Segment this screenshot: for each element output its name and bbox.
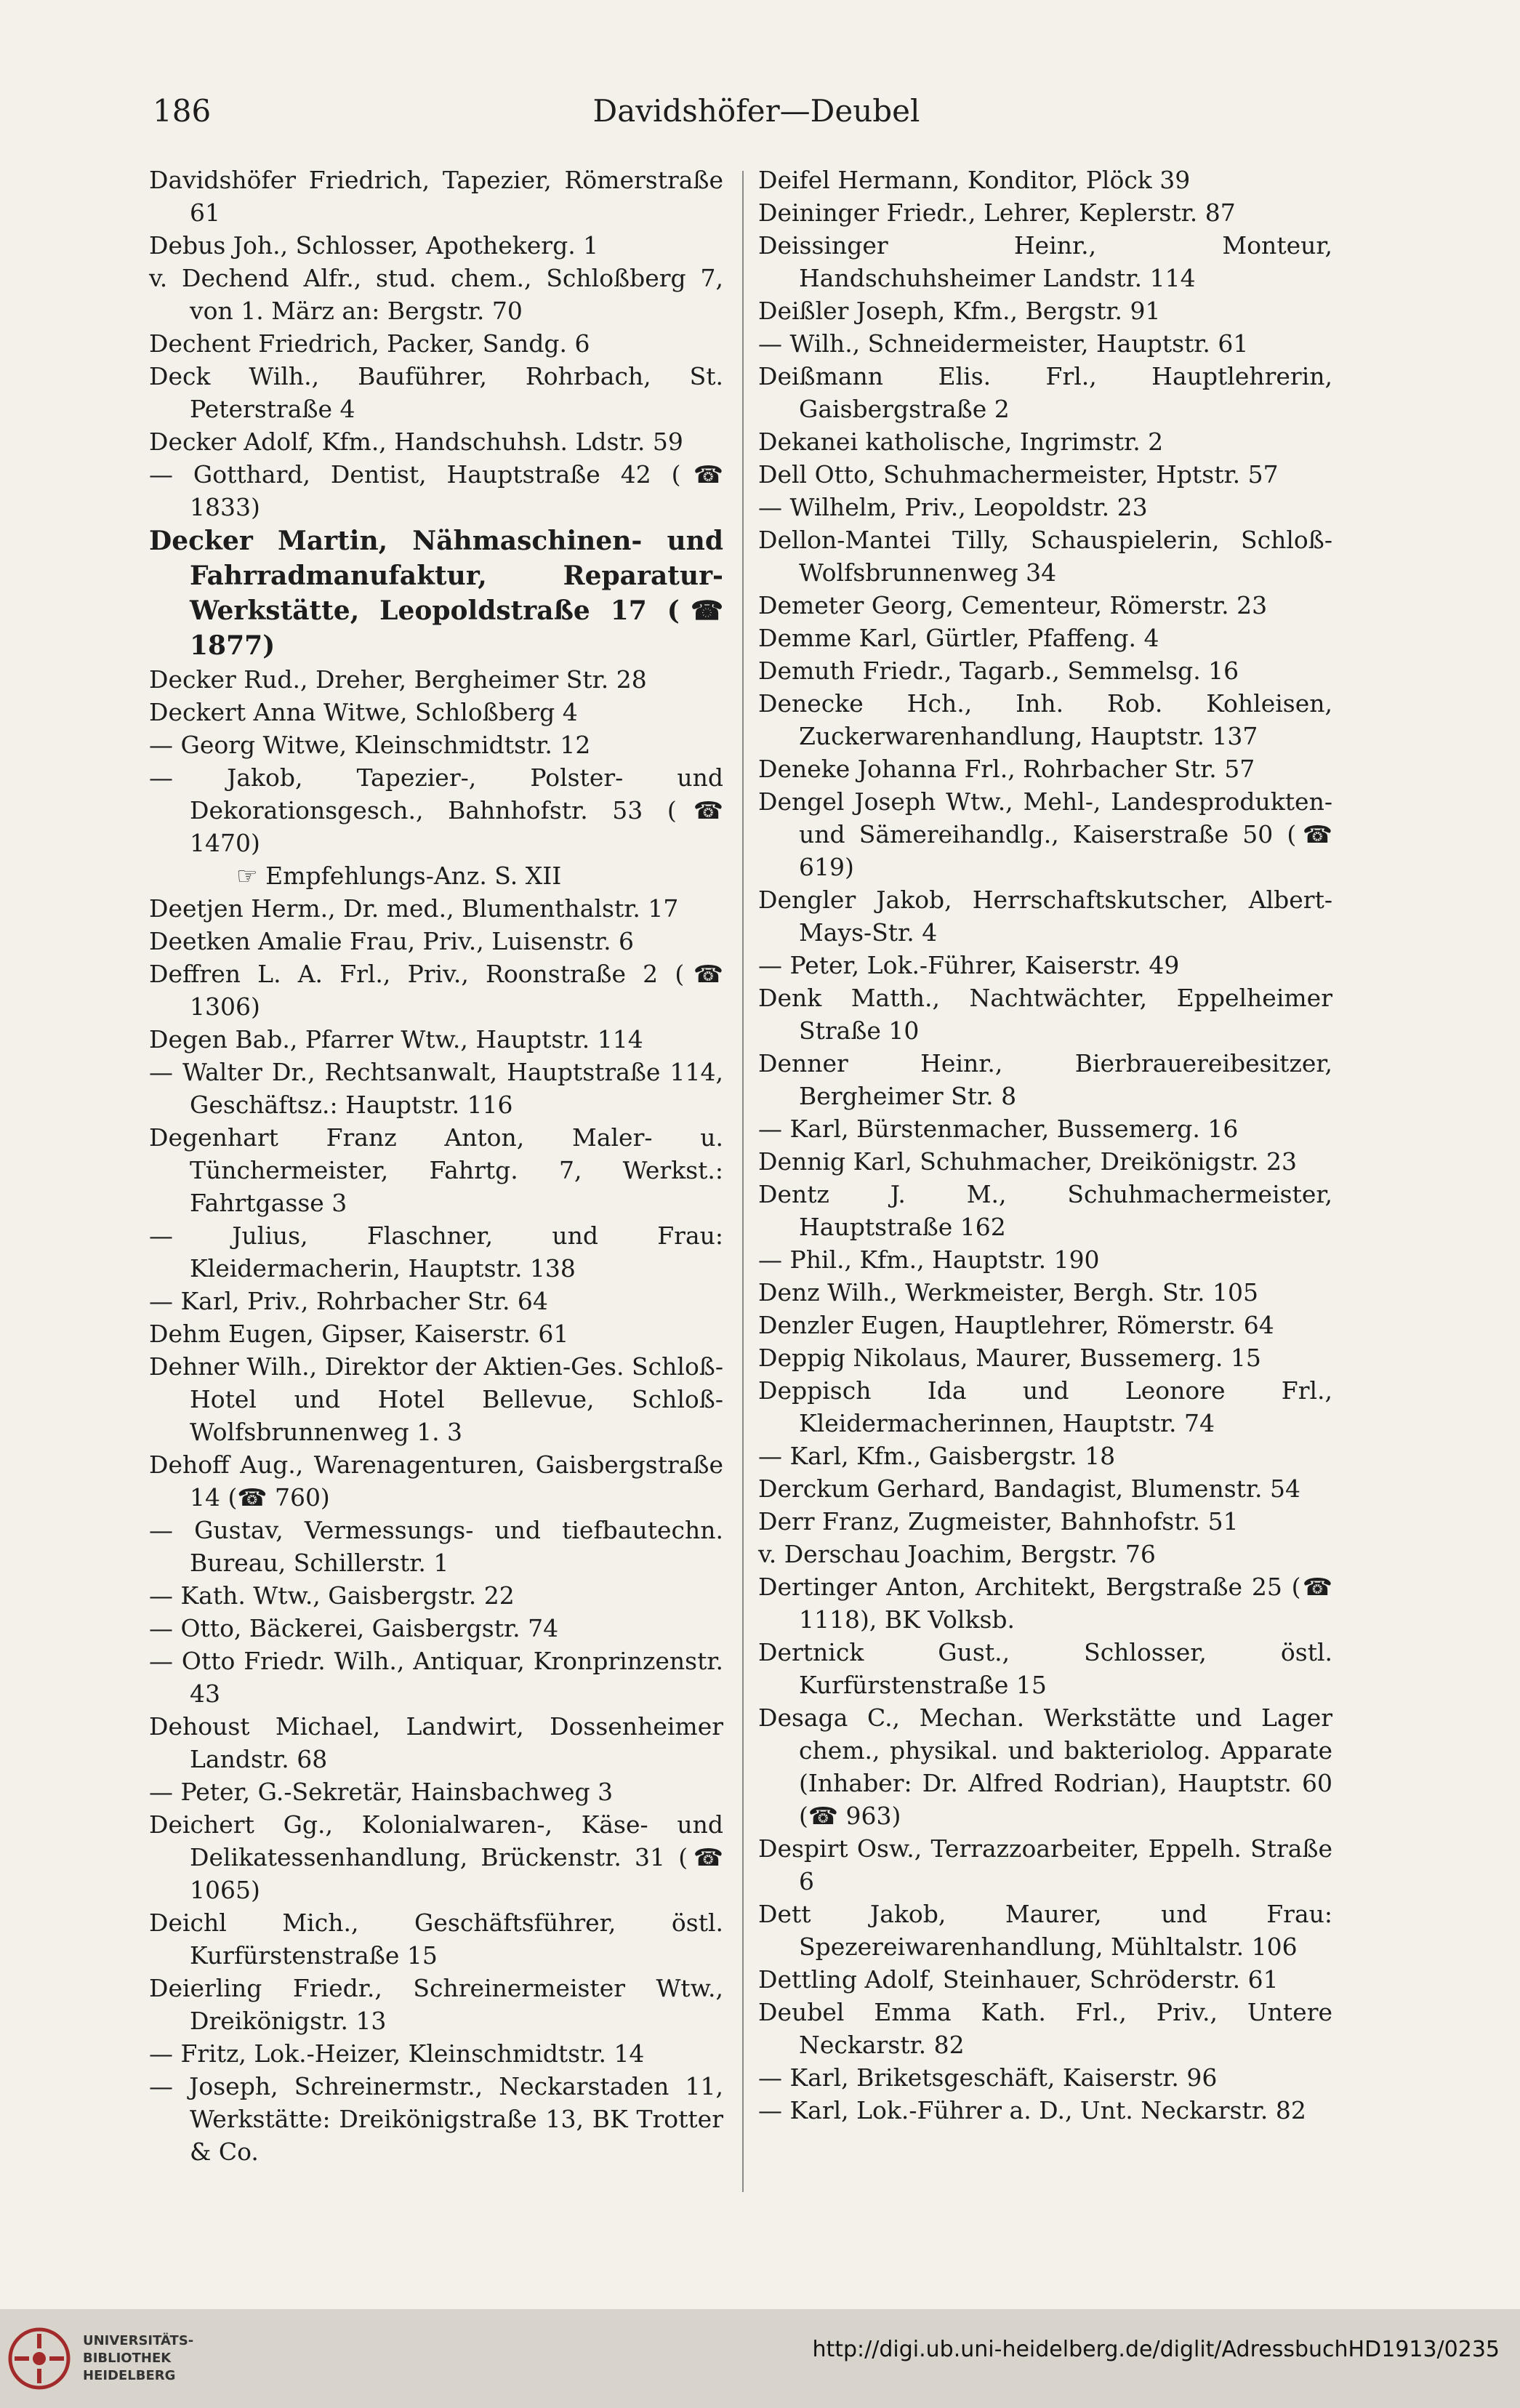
directory-entry: Dengler Jakob, Herrschaftskutscher, Albert-Mays-Str. 4: [758, 886, 1332, 947]
directory-entry: Deifel Hermann, Konditor, Plöck 39: [758, 166, 1191, 194]
directory-entry: Dettling Adolf, Steinhauer, Schröderstr. 61: [758, 1965, 1279, 1994]
directory-entry: Dennig Karl, Schuhmacher, Dreikönigstr. 23: [758, 1147, 1297, 1176]
directory-entry: — Karl, Kfm., Gaisbergstr. 18: [758, 1442, 1116, 1470]
directory-entry: Degen Bab., Pfarrer Wtw., Hauptstr. 114: [149, 1025, 643, 1054]
directory-entry: Davidshöfer Friedrich, Tapezier, Römerstraße 61: [149, 166, 723, 227]
directory-entry: Dertinger Anton, Architekt, Bergstraße 25 (☎ 1118), BK Volksb.: [758, 1573, 1332, 1634]
directory-entry: Denzler Eugen, Hauptlehrer, Römerstr. 64: [758, 1311, 1274, 1339]
directory-entry: Deppisch Ida und Leonore Frl., Kleidermacherinnen, Hauptstr. 74: [758, 1376, 1332, 1437]
directory-entry: Decker Rud., Dreher, Bergheimer Str. 28: [149, 665, 647, 694]
directory-entry: Dertnick Gust., Schlosser, östl. Kurfürstenstraße 15: [758, 1638, 1332, 1699]
directory-entry: Deppig Nikolaus, Maurer, Bussemerg. 15: [758, 1344, 1261, 1372]
directory-entry: — Otto, Bäckerei, Gaisbergstr. 74: [149, 1614, 559, 1642]
directory-entry: Derr Franz, Zugmeister, Bahnhofstr. 51: [758, 1507, 1239, 1536]
source-url-link[interactable]: http://digi.ub.uni-heidelberg.de/diglit/AdressbuchHD1913/0235: [812, 2337, 1500, 2362]
directory-entry: Demme Karl, Gürtler, Pfaffeng. 4: [758, 624, 1159, 652]
directory-entry: — Karl, Lok.-Führer a. D., Unt. Neckarstr. 82: [758, 2096, 1306, 2124]
directory-entry: Deetken Amalie Frau, Priv., Luisenstr. 6: [149, 927, 635, 955]
directory-entry: Degenhart Franz Anton, Maler- u. Tünchermeister, Fahrtg. 7, Werkst.: Fahrtgasse 3: [149, 1123, 723, 1217]
directory-entry: — Wilhelm, Priv., Leopoldstr. 23: [758, 493, 1148, 521]
library-name-line: HEIDELBERG: [83, 2368, 176, 2383]
directory-entry: Debus Joh., Schlosser, Apothekerg. 1: [149, 231, 599, 260]
directory-entry: Deffren L. A. Frl., Priv., Roonstraße 2 (☎ 1306): [149, 960, 723, 1021]
directory-entry: — Gustav, Vermessungs- und tiefbautechn. Bureau, Schillerstr. 1: [149, 1516, 723, 1577]
directory-entry: Dekanei katholische, Ingrimstr. 2: [758, 428, 1164, 456]
library-name-line: UNIVERSITÄTS-: [83, 2333, 194, 2348]
footer-bar: [0, 2309, 1520, 2408]
column-divider: [742, 171, 744, 2192]
directory-entry: Deichert Gg., Kolonialwaren-, Käse- und Delikatessenhandlung, Brückenstr. 31 (☎ 1065): [149, 1810, 723, 1904]
directory-entry: — Peter, G.-Sekretär, Hainsbachweg 3: [149, 1778, 614, 1806]
directory-entry: Deininger Friedr., Lehrer, Keplerstr. 87: [758, 198, 1236, 227]
directory-entry: Dehm Eugen, Gipser, Kaiserstr. 61: [149, 1320, 569, 1348]
directory-entry: Dell Otto, Schuhmachermeister, Hptstr. 57: [758, 460, 1279, 489]
directory-entry: v. Dechend Alfr., stud. chem., Schloßberg 7, von 1. März an: Bergstr. 70: [149, 264, 723, 325]
directory-entry: Deetjen Herm., Dr. med., Blumenthalstr. 17: [149, 894, 679, 923]
directory-entry: Decker Adolf, Kfm., Handschuhsh. Ldstr. 59: [149, 428, 683, 456]
directory-entry: — Gotthard, Dentist, Hauptstraße 42 (☎ 1833): [149, 460, 723, 521]
directory-entry: Dengel Joseph Wtw., Mehl-, Landesprodukten- und Sämereihandlg., Kaiserstraße 50 (☎ 619): [758, 787, 1332, 881]
directory-entry: — Karl, Priv., Rohrbacher Str. 64: [149, 1287, 548, 1315]
directory-entry: — Kath. Wtw., Gaisbergstr. 22: [149, 1581, 515, 1610]
directory-entry: Deckert Anna Witwe, Schloßberg 4: [149, 698, 578, 726]
directory-entry: Deichl Mich., Geschäftsführer, östl. Kurfürstenstraße 15: [149, 1909, 723, 1970]
directory-entry: — Julius, Flaschner, und Frau: Kleidermacherin, Hauptstr. 138: [149, 1221, 723, 1283]
directory-entry: Dehner Wilh., Direktor der Aktien-Ges. Schloß-Hotel und Hotel Bellevue, Schloß-Wolfsbrunnenweg 1. 3: [149, 1352, 723, 1446]
directory-entry: Despirt Osw., Terrazzoarbeiter, Eppelh. Straße 6: [758, 1834, 1332, 1895]
directory-entry: — Jakob, Tapezier-, Polster- und Dekorationsgesch., Bahnhofstr. 53 (☎ 1470): [149, 763, 723, 857]
directory-entry: Deißmann Elis. Frl., Hauptlehrerin, Gaisbergstraße 2: [758, 362, 1332, 423]
directory-entry: Deierling Friedr., Schreinermeister Wtw., Dreikönigstr. 13: [149, 1974, 723, 2035]
directory-entry: Dechent Friedrich, Packer, Sandg. 6: [149, 329, 590, 358]
directory-entry: Deubel Emma Kath. Frl., Priv., Untere Neckarstr. 82: [758, 1998, 1332, 2059]
page-header: [153, 86, 1360, 137]
directory-entry: Demeter Georg, Cementeur, Römerstr. 23: [758, 591, 1268, 619]
directory-entry: Deissinger Heinr., Monteur, Handschuhsheimer Landstr. 114: [758, 231, 1332, 292]
directory-entry: Derckum Gerhard, Bandagist, Blumenstr. 54: [758, 1474, 1301, 1503]
directory-entry: v. Derschau Joachim, Bergstr. 76: [758, 1540, 1156, 1568]
directory-entry: — Joseph, Schreinermstr., Neckarstaden 11, Werkstätte: Dreikönigstraße 13, BK Trotter & Co.: [149, 2072, 723, 2166]
library-seal-icon: [7, 2327, 71, 2391]
directory-entry: Denner Heinr., Bierbrauereibesitzer, Bergheimer Str. 8: [758, 1049, 1332, 1110]
directory-entry: Dellon-Mantei Tilly, Schauspielerin, Schloß-Wolfsbrunnenweg 34: [758, 526, 1332, 587]
page-number: 186: [153, 93, 212, 129]
directory-entry: — Wilh., Schneidermeister, Hauptstr. 61: [758, 329, 1249, 358]
directory-entry: — Peter, Lok.-Führer, Kaiserstr. 49: [758, 951, 1180, 979]
directory-entry: Dett Jakob, Maurer, und Frau: Spezereiwarenhandlung, Mühltalstr. 106: [758, 1900, 1332, 1961]
directory-entry: — Karl, Briketsgeschäft, Kaiserstr. 96: [758, 2063, 1218, 2092]
directory-entry: — Otto Friedr. Wilh., Antiquar, Kronprinzenstr. 43: [149, 1647, 723, 1708]
left-column: [149, 164, 723, 2272]
running-title: Davidshöfer—Deubel: [592, 93, 920, 129]
directory-entry: — Fritz, Lok.-Heizer, Kleinschmidtstr. 14: [149, 2039, 645, 2068]
advertisement-reference: ☞ Empfehlungs-Anz. S. XII: [236, 862, 562, 890]
directory-entry: Decker Martin, Nähmaschinen- und Fahrradmanufaktur, Reparatur-Werkstätte, Leopoldstraße 17 (☎ 1877): [149, 526, 723, 661]
directory-entry: Dentz J. M., Schuhmachermeister, Hauptstraße 162: [758, 1180, 1332, 1241]
directory-entry: Demuth Friedr., Tagarb., Semmelsg. 16: [758, 657, 1239, 685]
directory-entry: — Karl, Bürstenmacher, Bussemerg. 16: [758, 1115, 1239, 1143]
library-name: [83, 2332, 301, 2385]
directory-entry: Denz Wilh., Werkmeister, Bergh. Str. 105: [758, 1278, 1258, 1307]
directory-entry: — Phil., Kfm., Hauptstr. 190: [758, 1245, 1100, 1274]
directory-entry: Dehoff Aug., Warenagenturen, Gaisbergstraße 14 (☎ 760): [149, 1450, 723, 1512]
directory-entry: Desaga C., Mechan. Werkstätte und Lager chem., physikal. und bakteriolog. Apparate (Inhaber: Dr. Alfred Rodrian), Hauptstr. 60 (☎ 963): [758, 1703, 1332, 1830]
directory-entry: Dehoust Michael, Landwirt, Dossenheimer Landstr. 68: [149, 1712, 723, 1773]
directory-entry: Deneke Johanna Frl., Rohrbacher Str. 57: [758, 755, 1255, 783]
directory-entry: Denk Matth., Nachtwächter, Eppelheimer Straße 10: [758, 984, 1332, 1045]
directory-entry: Deck Wilh., Bauführer, Rohrbach, St. Peterstraße 4: [149, 362, 723, 423]
directory-entry: Denecke Hch., Inh. Rob. Kohleisen, Zuckerwarenhandlung, Hauptstr. 137: [758, 689, 1332, 750]
right-column: [758, 164, 1332, 2272]
directory-entry: — Walter Dr., Rechtsanwalt, Hauptstraße 114, Geschäftsz.: Hauptstr. 116: [149, 1058, 723, 1119]
entry-columns: [149, 164, 1341, 2272]
directory-entry: Deißler Joseph, Kfm., Bergstr. 91: [758, 297, 1161, 325]
directory-entry: — Georg Witwe, Kleinschmidtstr. 12: [149, 731, 591, 759]
library-name-line: BIBLIOTHEK: [83, 2351, 172, 2366]
